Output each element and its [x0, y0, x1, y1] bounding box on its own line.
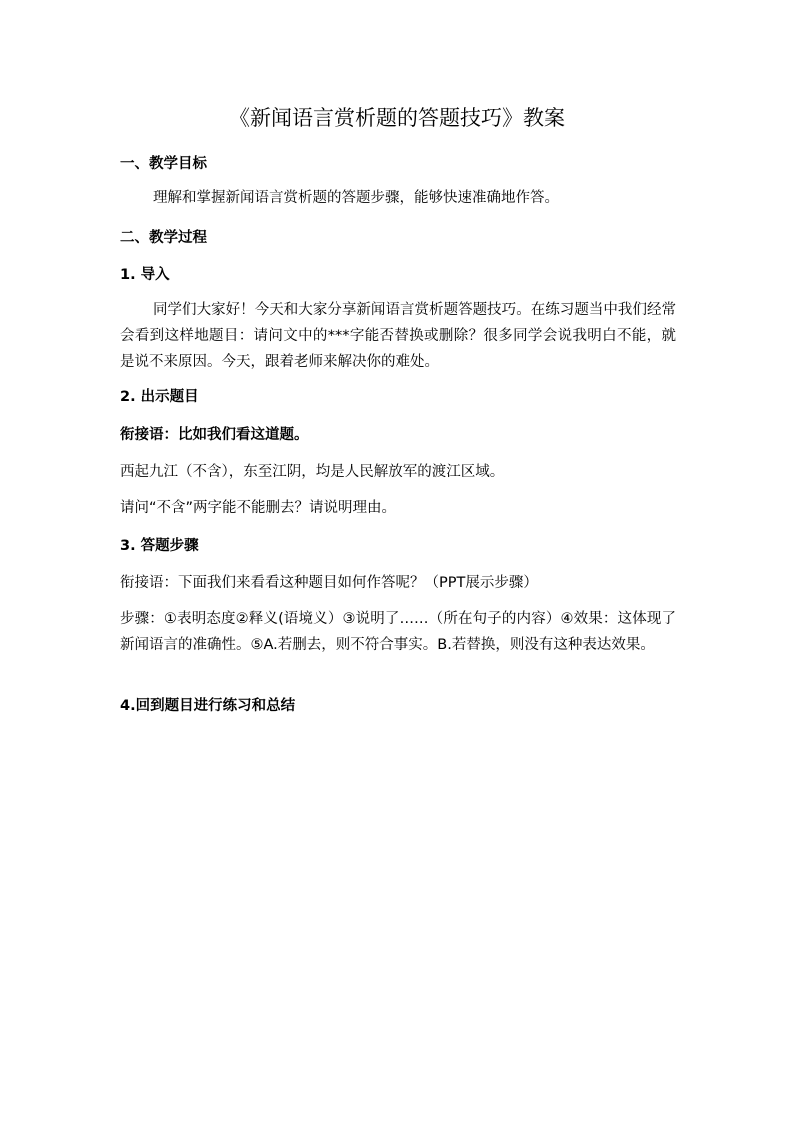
example-sentence: 西起九江（不含），东至江阴，均是人民解放军的渡江区域。 — [120, 464, 505, 480]
step-heading-answer-steps: 3. 答题步骤 — [120, 538, 199, 554]
section-heading-teaching-goals: 一、教学目标 — [120, 156, 207, 172]
teaching-goals-paragraph: 理解和掌握新闻语言赏析题的答题步骤，能够快速准确地作答。 — [153, 190, 559, 206]
intro-paragraph: 同学们大家好！今天和大家分享新闻语言赏析题答题技巧。在练习题当中我们经常会看到这样地题目：请问文中的***字能否替换或删除？很多同学会说我明白不能，就是说不来原因。今天，跟着老师来解决你的难处。 — [120, 302, 676, 370]
example-question: 请问“不含”两字能不能删去？请说明理由。 — [120, 500, 397, 516]
step-heading-practice-summary: 4.回到题目进行练习和总结 — [120, 698, 296, 714]
step-heading-intro: 1. 导入 — [120, 267, 170, 283]
document-title: 《新闻语言赏析题的答题技巧》教案 — [229, 106, 565, 130]
answer-steps-paragraph: 步骤：①表明态度②释义(语境义）③说明了……（所在句子的内容）④效果：这体现了新闻语言的准确性。⑤A.若删去，则不符合事实。B.若替换，则没有这种表达效果。 — [120, 611, 676, 653]
transition-line-1: 衔接语：比如我们看这道题。 — [120, 427, 309, 443]
section-heading-teaching-process: 二、教学过程 — [120, 230, 207, 246]
transition-line-2: 衔接语：下面我们来看看这种题目如何作答呢？（PPT展示步骤） — [120, 575, 538, 591]
step-heading-show-question: 2. 出示题目 — [120, 389, 199, 405]
